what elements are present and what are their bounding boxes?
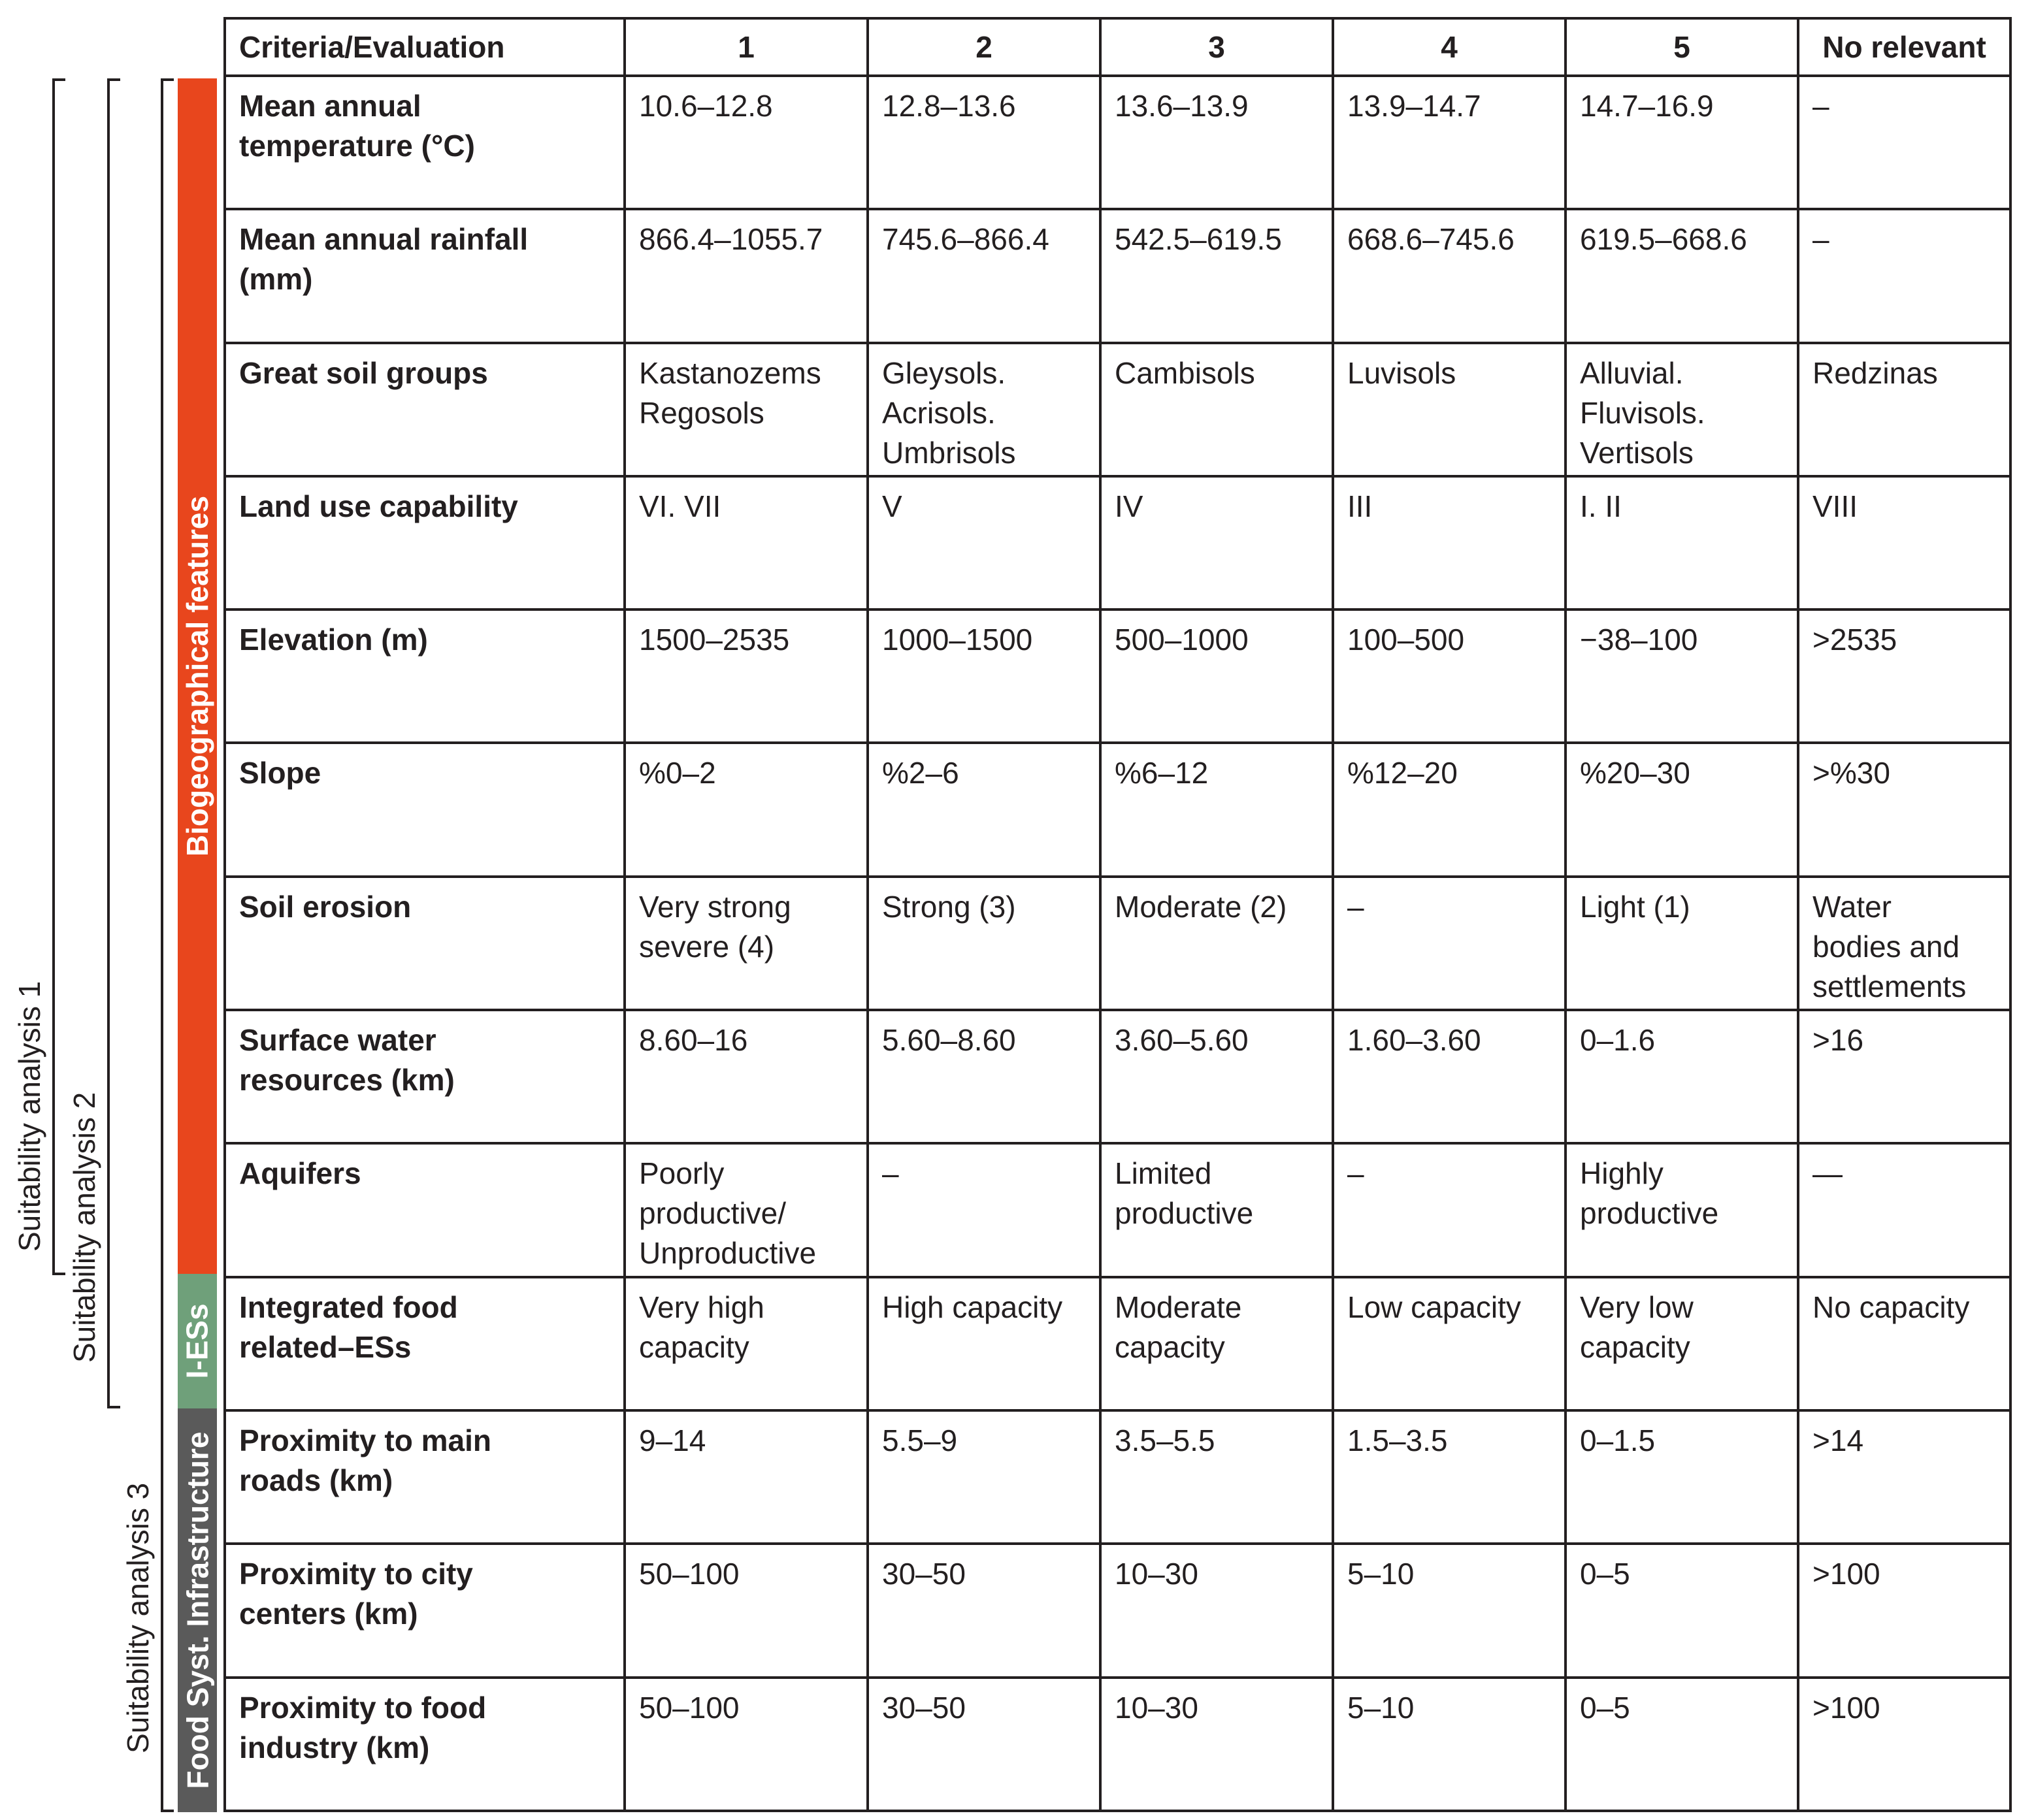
value-cell: 30–50	[868, 1678, 1100, 1811]
criterion-cell: Mean annual temperature (°C)	[225, 76, 625, 209]
value-cell: Poorly productive/ Unproductive	[625, 1143, 868, 1276]
value-cell: V	[868, 476, 1100, 609]
value-cell: 10–30	[1100, 1678, 1333, 1811]
value-cell: %12–20	[1333, 743, 1566, 876]
value-cell: >16	[1798, 1010, 2010, 1143]
value-cell: Very high capacity	[625, 1277, 868, 1410]
value-cell: Luvisols	[1333, 343, 1566, 476]
header-score-2: 2	[868, 18, 1100, 76]
suitability-analysis-1-label: Suitability analysis 1	[12, 981, 46, 1252]
value-cell: 8.60–16	[625, 1010, 868, 1143]
criterion-cell: Integrated food related–ESs	[225, 1277, 625, 1410]
value-cell: 3.60–5.60	[1100, 1010, 1333, 1143]
value-cell: 3.5–5.5	[1100, 1410, 1333, 1544]
table-row	[225, 1277, 2010, 1410]
value-cell: Limited productive	[1100, 1143, 1333, 1276]
value-cell: Kastanozems Regosols	[625, 343, 868, 476]
value-cell: 745.6–866.4	[868, 209, 1100, 342]
table-row	[225, 877, 2010, 1010]
value-cell: I. II	[1566, 476, 1798, 609]
value-cell: 12.8–13.6	[868, 76, 1100, 209]
value-cell: –	[868, 1143, 1100, 1276]
value-cell: –	[1798, 76, 2010, 209]
criterion-cell: Proximity to main roads (km)	[225, 1410, 625, 1544]
value-cell: Strong (3)	[868, 877, 1100, 1010]
value-cell: 1.5–3.5	[1333, 1410, 1566, 1544]
value-cell: Highly productive	[1566, 1143, 1798, 1276]
value-cell: 5–10	[1333, 1544, 1566, 1677]
value-cell: >2535	[1798, 609, 2010, 743]
criterion-cell: Great soil groups	[225, 343, 625, 476]
table-row	[225, 343, 2010, 476]
category-bar-food-infrastructure	[178, 1408, 217, 1812]
header-score-1: 1	[625, 18, 868, 76]
value-cell: Light (1)	[1566, 877, 1798, 1010]
value-cell: %20–30	[1566, 743, 1798, 876]
criterion-cell: Proximity to food industry (km)	[225, 1678, 625, 1811]
value-cell: 1500–2535	[625, 609, 868, 743]
value-cell: 50–100	[625, 1544, 868, 1677]
table-row	[225, 609, 2010, 743]
criterion-cell: Aquifers	[225, 1143, 625, 1276]
value-cell: −38–100	[1566, 609, 1798, 743]
value-cell: 9–14	[625, 1410, 868, 1544]
suitability-analysis-1-bracket	[52, 78, 55, 1275]
value-cell: 542.5–619.5	[1100, 209, 1333, 342]
value-cell: 13.6–13.9	[1100, 76, 1333, 209]
category-bar-ies	[178, 1274, 217, 1408]
value-cell: Cambisols	[1100, 343, 1333, 476]
value-cell: 13.9–14.7	[1333, 76, 1566, 209]
suitability-analysis-3-label: Suitability analysis 3	[121, 1482, 155, 1753]
value-cell: 1.60–3.60	[1333, 1010, 1566, 1143]
table-row	[225, 1544, 2010, 1677]
value-cell: 0–1.6	[1566, 1010, 1798, 1143]
value-cell: 500–1000	[1100, 609, 1333, 743]
value-cell: Gleysols. Acrisols. Umbrisols	[868, 343, 1100, 476]
value-cell: Water bodies and settlements	[1798, 877, 2010, 1010]
value-cell: Redzinas	[1798, 343, 2010, 476]
value-cell: III	[1333, 476, 1566, 609]
value-cell: VI. VII	[625, 476, 868, 609]
value-cell: No capacity	[1798, 1277, 2010, 1410]
value-cell: 619.5–668.6	[1566, 209, 1798, 342]
table-row	[225, 1010, 2010, 1143]
value-cell: %6–12	[1100, 743, 1333, 876]
value-cell: High capacity	[868, 1277, 1100, 1410]
value-cell: IV	[1100, 476, 1333, 609]
value-cell: 10–30	[1100, 1544, 1333, 1677]
criterion-cell: Slope	[225, 743, 625, 876]
header-score-5: 5	[1566, 18, 1798, 76]
value-cell: %2–6	[868, 743, 1100, 876]
suitability-analysis-3-bracket	[161, 78, 163, 1812]
criterion-cell: Land use capability	[225, 476, 625, 609]
table-row	[225, 743, 2010, 876]
suitability-analysis-2-bracket	[107, 78, 110, 1408]
table-row	[225, 1678, 2010, 1811]
criteria-evaluation-table	[223, 17, 2012, 1812]
value-cell: Moderate (2)	[1100, 877, 1333, 1010]
value-cell: >100	[1798, 1678, 2010, 1811]
value-cell: 0–5	[1566, 1544, 1798, 1677]
value-cell: Moderate capacity	[1100, 1277, 1333, 1410]
value-cell: >14	[1798, 1410, 2010, 1544]
header-score-3: 3	[1100, 18, 1333, 76]
criterion-cell: Mean annual rainfall (mm)	[225, 209, 625, 342]
value-cell: Low capacity	[1333, 1277, 1566, 1410]
value-cell: 30–50	[868, 1544, 1100, 1677]
table-header-row	[225, 18, 2010, 76]
value-cell: VIII	[1798, 476, 2010, 609]
value-cell: >%30	[1798, 743, 2010, 876]
value-cell: Alluvial. Fluvisols. Vertisols	[1566, 343, 1798, 476]
category-label-ies: I-ESs	[180, 1303, 215, 1379]
value-cell: –	[1333, 877, 1566, 1010]
suitability-analysis-2-label: Suitability analysis 2	[67, 1092, 101, 1363]
category-label-food-infrastructure: Food Syst. Infrastructure	[180, 1431, 214, 1789]
value-cell: 0–5	[1566, 1678, 1798, 1811]
value-cell: >100	[1798, 1544, 2010, 1677]
value-cell: 14.7–16.9	[1566, 76, 1798, 209]
value-cell: –	[1333, 1143, 1566, 1276]
value-cell: 5.60–8.60	[868, 1010, 1100, 1143]
value-cell: %0–2	[625, 743, 868, 876]
value-cell: 668.6–745.6	[1333, 209, 1566, 342]
header-criteria: Criteria/Evaluation	[225, 18, 625, 76]
criterion-cell: Proximity to city centers (km)	[225, 1544, 625, 1677]
criterion-cell: Elevation (m)	[225, 609, 625, 743]
table-row	[225, 209, 2010, 342]
category-bar-biogeographical	[178, 78, 217, 1274]
value-cell: 50–100	[625, 1678, 868, 1811]
header-no-relevant: No relevant	[1798, 18, 2010, 76]
value-cell: 866.4–1055.7	[625, 209, 868, 342]
table-row	[225, 1410, 2010, 1544]
value-cell: 10.6–12.8	[625, 76, 868, 209]
criterion-cell: Soil erosion	[225, 877, 625, 1010]
value-cell: 1000–1500	[868, 609, 1100, 743]
value-cell: 100–500	[1333, 609, 1566, 743]
table-row	[225, 76, 2010, 209]
value-cell: Very strong severe (4)	[625, 877, 868, 1010]
value-cell: 5–10	[1333, 1678, 1566, 1811]
header-score-4: 4	[1333, 18, 1566, 76]
value-cell: 5.5–9	[868, 1410, 1100, 1544]
table-row	[225, 1143, 2010, 1276]
value-cell: Very low capacity	[1566, 1277, 1798, 1410]
category-label-biogeographical: Biogeographical features	[180, 495, 215, 857]
value-cell: –	[1798, 209, 2010, 342]
value-cell: 0–1.5	[1566, 1410, 1798, 1544]
value-cell: —	[1798, 1143, 2010, 1276]
table-row	[225, 476, 2010, 609]
criterion-cell: Surface water resources (km)	[225, 1010, 625, 1143]
